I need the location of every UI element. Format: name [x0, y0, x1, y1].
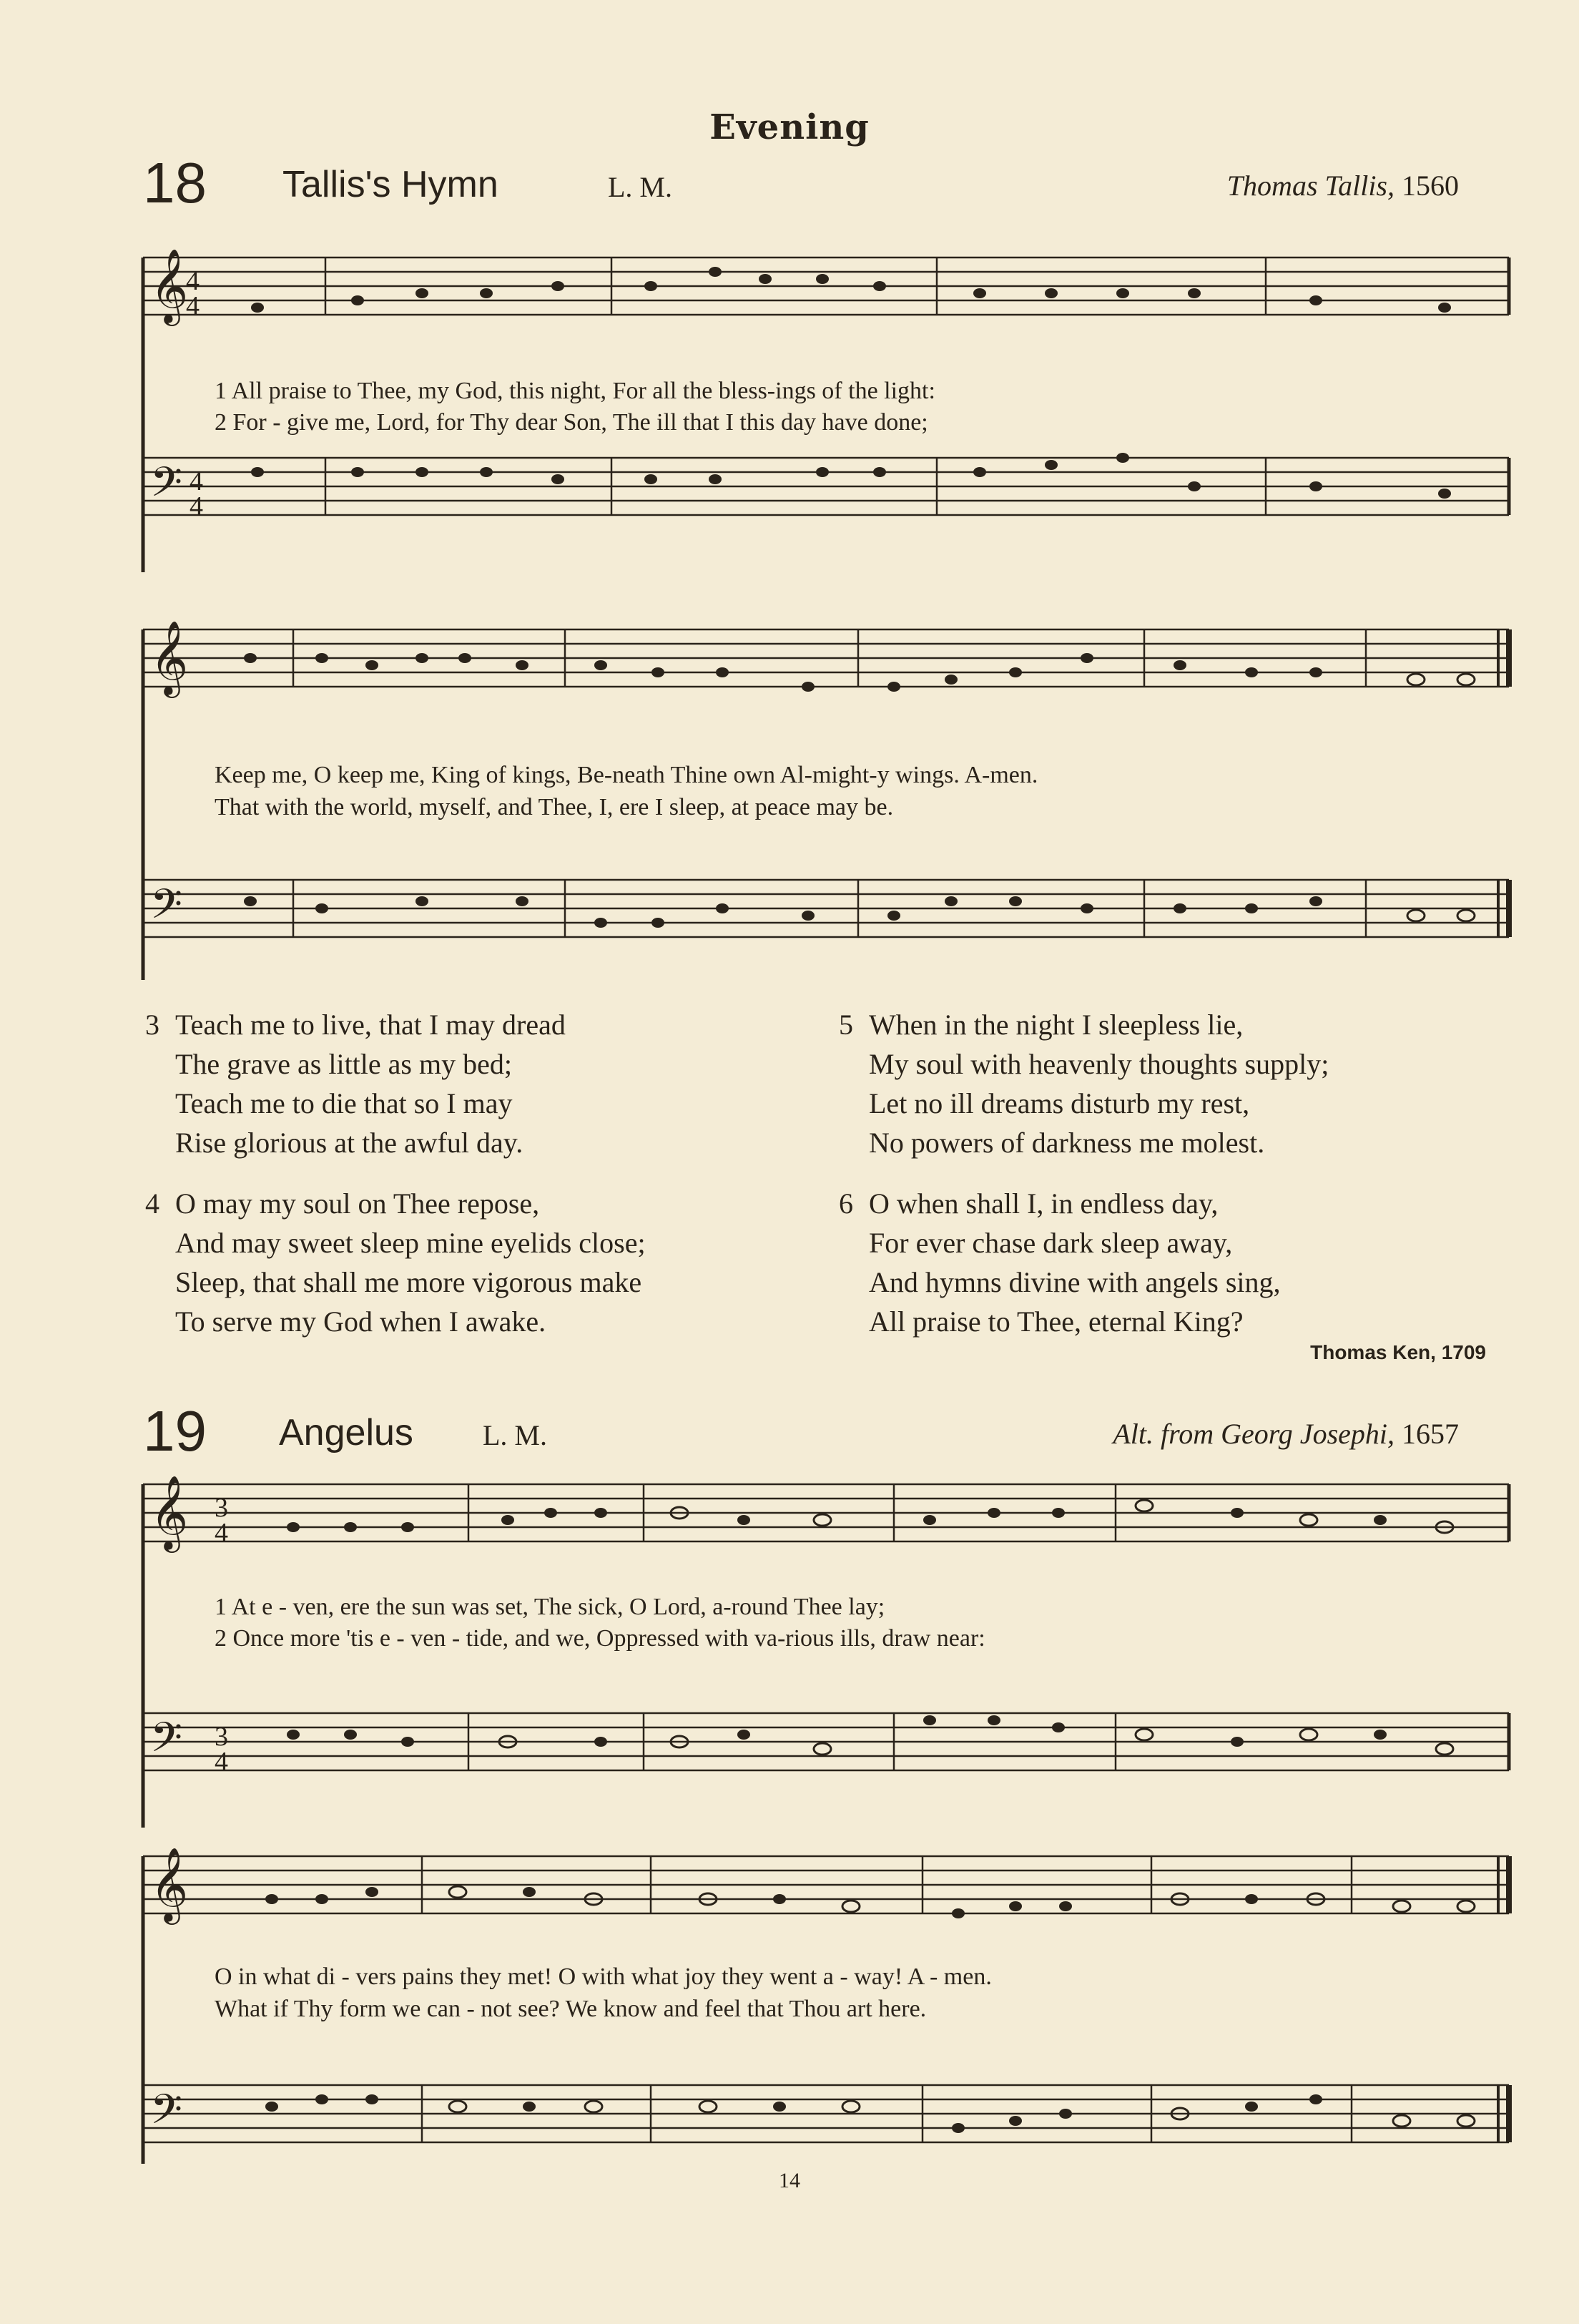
hymn-19-lyric-line-3: O in what di - vers pains they met! O with what joy they went a - way! A - men. [215, 1963, 992, 1990]
hymn-18-header [143, 150, 1459, 215]
hymn-18-lyric-line-1: 1 All praise to Thee, my God, this night, For all the bless-ings of the light: [215, 378, 935, 404]
svg-text:𝄞: 𝄞 [150, 1475, 189, 1550]
svg-text:4: 4 [190, 466, 203, 496]
svg-text:𝄞: 𝄞 [150, 620, 189, 695]
hymn-19-lyric-line-1: 1 At e - ven, ere the sun was set, The sick, O Lord, a-round Thee lay; [215, 1594, 885, 1620]
svg-text:4: 4 [215, 1518, 228, 1548]
hymn-author: Thomas Ken, 1709 [1310, 1341, 1486, 1363]
verse-5: 5 When in the night I sleepless lie, My soul with heavenly thoughts supply; Let no ill dreams disturb my rest, No powers of darkness me molest. [839, 1009, 1329, 1159]
hymn-19-lyric-line-4: What if Thy form we can - not see? We know and feel that Thou art here. [215, 1996, 927, 2022]
svg-text:𝄢: 𝄢 [150, 458, 183, 516]
hymn-19-header [143, 1398, 1459, 1463]
hymn-tune-name: Angelus [279, 1412, 413, 1453]
hymn-composer: Alt. from Georg Josephi, 1657 [1113, 1418, 1459, 1450]
svg-text:𝄞: 𝄞 [150, 1847, 189, 1922]
page-number: 14 [779, 2169, 800, 2192]
svg-text:𝄞: 𝄞 [150, 248, 189, 323]
hymn-18-system-1 [136, 236, 1516, 579]
hymn-18-lyric-line-2: 2 For - give me, Lord, for Thy dear Son, The ill that I this day have done; [215, 409, 928, 436]
verse-6: 6 O when shall I, in endless day, For ever chase dark sleep away, And hymns divine with angels sing, All praise to Thee, eternal King? [839, 1187, 1281, 1338]
svg-text:4: 4 [186, 291, 200, 321]
hymn-meter: L. M. [608, 171, 672, 203]
svg-text:𝄢: 𝄢 [150, 880, 183, 938]
hymn-19-system-1 [136, 1470, 1516, 1835]
hymn-number: 19 [143, 1399, 207, 1463]
hymn-number: 18 [143, 151, 207, 215]
svg-text:4: 4 [215, 1747, 228, 1777]
hymn-19-lyric-line-2: 2 Once more 'tis e - ven - tide, and we, Oppressed with va-rious ills, draw near: [215, 1625, 985, 1652]
hymn-18-lyric-line-3: Keep me, O keep me, King of kings, Be-neath Thine own Al-might-y wings. A-men. [215, 762, 1038, 788]
svg-text:𝄢: 𝄢 [150, 1713, 183, 1772]
hymn-meter: L. M. [483, 1419, 547, 1451]
svg-text:4: 4 [186, 266, 200, 296]
hymn-18-lyric-line-4: That with the world, myself, and Thee, I, ere I sleep, at peace may be. [215, 794, 894, 820]
hymn-composer: Thomas Tallis, 1560 [1226, 170, 1459, 202]
svg-text:3: 3 [215, 1493, 228, 1523]
svg-text:4: 4 [190, 491, 203, 521]
verse-3: 3 Teach me to live, that I may dread The grave as little as my bed; Teach me to die that so I may Rise glorious at the awful day. [145, 1009, 566, 1159]
section-title: Evening [709, 107, 870, 147]
hymn-tune-name: Tallis's Hymn [282, 164, 498, 205]
svg-text:𝄢: 𝄢 [150, 2085, 183, 2144]
svg-text:3: 3 [215, 1722, 228, 1752]
verse-4: 4 O may my soul on Thee repose, And may sweet sleep mine eyelids close; Sleep, that shall me more vigorous make To serve my God when I awake. [145, 1187, 646, 1338]
